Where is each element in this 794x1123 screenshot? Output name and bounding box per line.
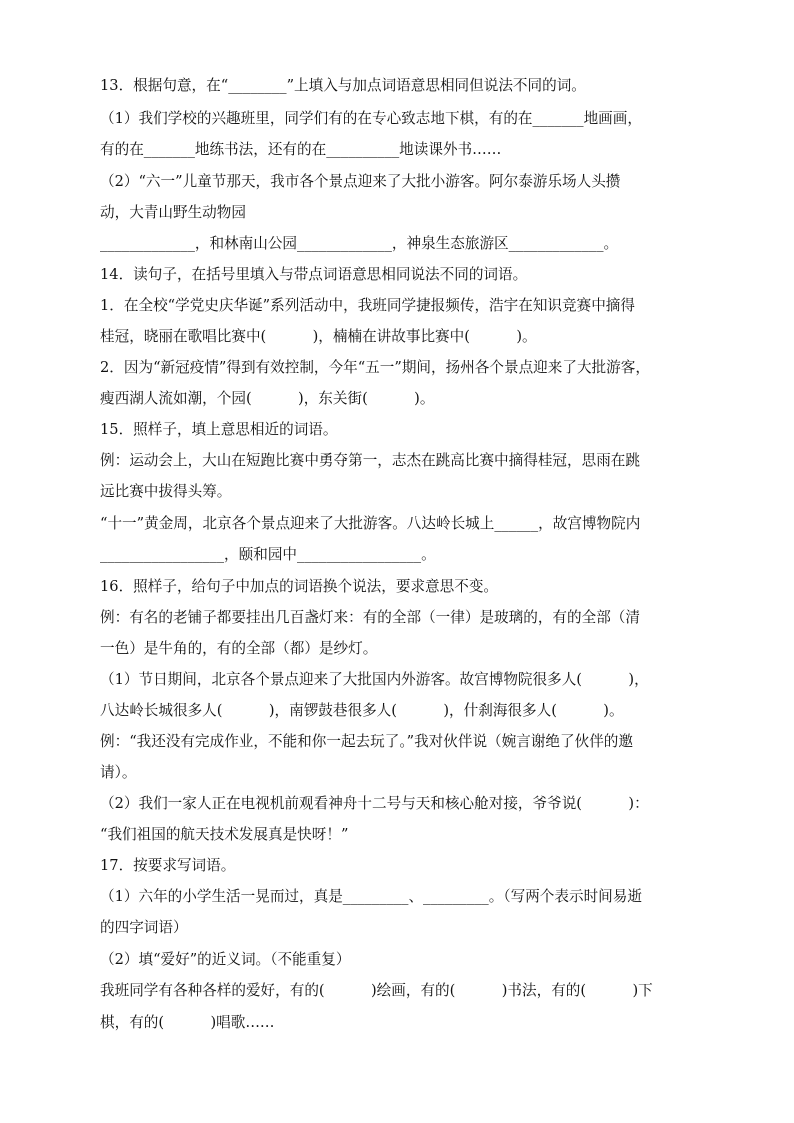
line-text: 例：运动会上，大山在短跑比赛中勇夺第一，志杰在跳高比赛中摘得桂冠，思雨在跳 <box>100 452 640 469</box>
text-line <box>100 234 700 254</box>
line-text: 14．读句子，在括号里填入与带点词语意思相同说法不同的词语。 <box>100 266 528 283</box>
line-text: 例：“我还没有完成作业，不能和你一起去玩了。”我对伙伴说（婉言谢绝了伙伴的邀 <box>100 733 633 750</box>
line-text: 13．根据句意，在“________”上填入与加点词语意思相同但说法不同的词。 <box>100 77 586 94</box>
text-line <box>100 670 700 690</box>
text-line <box>100 794 700 814</box>
line-text: 2．因为“新冠疫情”得到有效控制，今年“五一”期间，扬州各个景点迎来了大批游客， <box>100 359 650 376</box>
text-line <box>100 856 700 876</box>
text-line <box>100 76 700 96</box>
text-line <box>100 420 700 440</box>
text-line <box>100 265 700 285</box>
line-text: 例：有名的老铺子都要挂出几百盏灯来：有的全部（一律）是玻璃的，有的全部（清 <box>100 609 640 626</box>
text-line <box>100 608 700 628</box>
line-text: 的四字词语） <box>100 919 188 936</box>
line-text: 一色）是牛角的，有的全部（都）是纱灯。 <box>100 640 378 657</box>
line-text: _____________，和林南山公园_____________，神泉生态旅游区_____________。 <box>100 235 619 252</box>
line-text: 15．照样子，填上意思相近的词语。 <box>100 421 338 438</box>
text-line <box>100 732 700 752</box>
text-line <box>100 950 700 970</box>
line-text: （2）我们一家人正在电视机前观看神舟十二号与天和核心舱对接，爷爷说( )： <box>100 795 649 812</box>
line-text: （2）“六一”儿童节那天，我市各个景点迎来了大批小游客。阿尔泰游乐场人头攒 <box>100 173 621 190</box>
text-line <box>100 639 700 659</box>
text-line <box>100 981 700 1001</box>
line-text: 桂冠，晓丽在歌唱比赛中( )，楠楠在讲故事比赛中( )。 <box>100 328 537 345</box>
text-line <box>100 296 700 316</box>
text-line <box>100 203 700 223</box>
text-line <box>100 701 700 721</box>
text-line <box>100 451 700 471</box>
text-line <box>100 482 700 502</box>
text-line <box>100 172 700 192</box>
line-text: 棋，有的( )唱歌…… <box>100 1014 275 1031</box>
line-text: 有的在_______地练书法，还有的在__________地读课外书…… <box>100 141 502 158</box>
text-line <box>100 887 700 907</box>
text-line <box>100 918 700 938</box>
line-text: 17．按要求写词语。 <box>100 857 236 874</box>
line-text: 远比赛中拔得头筹。 <box>100 483 232 500</box>
text-line <box>100 140 700 160</box>
line-text: （1）节日期间，北京各个景点迎来了大批国内外游客。故宫博物院很多人( )， <box>100 671 649 688</box>
line-text: 瘦西湖人流如潮，个园( )，东关街( )。 <box>100 390 435 407</box>
line-text: _________________，颐和园中_________________。 <box>100 546 436 563</box>
line-text: 1．在全校“学党史庆华诞”系列活动中，我班同学捷报频传，浩宇在知识竞赛中摘得 <box>100 297 635 314</box>
text-line <box>100 763 700 783</box>
line-text: 16．照样子，给句子中加点的词语换个说法，要求意思不变。 <box>100 578 499 595</box>
text-line <box>100 109 700 129</box>
text-line <box>100 577 700 597</box>
line-text: （1）我们学校的兴趣班里，同学们有的在专心致志地下棋，有的在_______地画画， <box>100 110 642 127</box>
text-line <box>100 514 700 534</box>
line-text: “我们祖国的航天技术发展真是快呀！” <box>100 826 349 843</box>
text-line <box>100 327 700 347</box>
line-text: （2）填“爱好”的近义词。（不能重复） <box>100 951 351 968</box>
text-line <box>100 545 700 565</box>
line-text: 我班同学有各种各样的爱好，有的( )绘画，有的( )书法，有的( )下 <box>100 982 653 999</box>
text-line <box>100 389 700 409</box>
line-text: （1）六年的小学生活一晃而过，真是_________、_________。（写两个表示时间易逝 <box>100 888 642 905</box>
line-text: 八达岭长城很多人( )，南锣鼓巷很多人( )，什刹海很多人( )。 <box>100 702 624 719</box>
text-line <box>100 1013 700 1033</box>
line-text: 请）。 <box>100 764 137 781</box>
line-text: “十一”黄金周，北京各个景点迎来了大批游客。八达岭长城上______，故宫博物院内 <box>100 515 641 532</box>
text-line <box>100 825 700 845</box>
text-line <box>100 358 700 378</box>
line-text: 动，大青山野生动物园 <box>100 204 246 221</box>
